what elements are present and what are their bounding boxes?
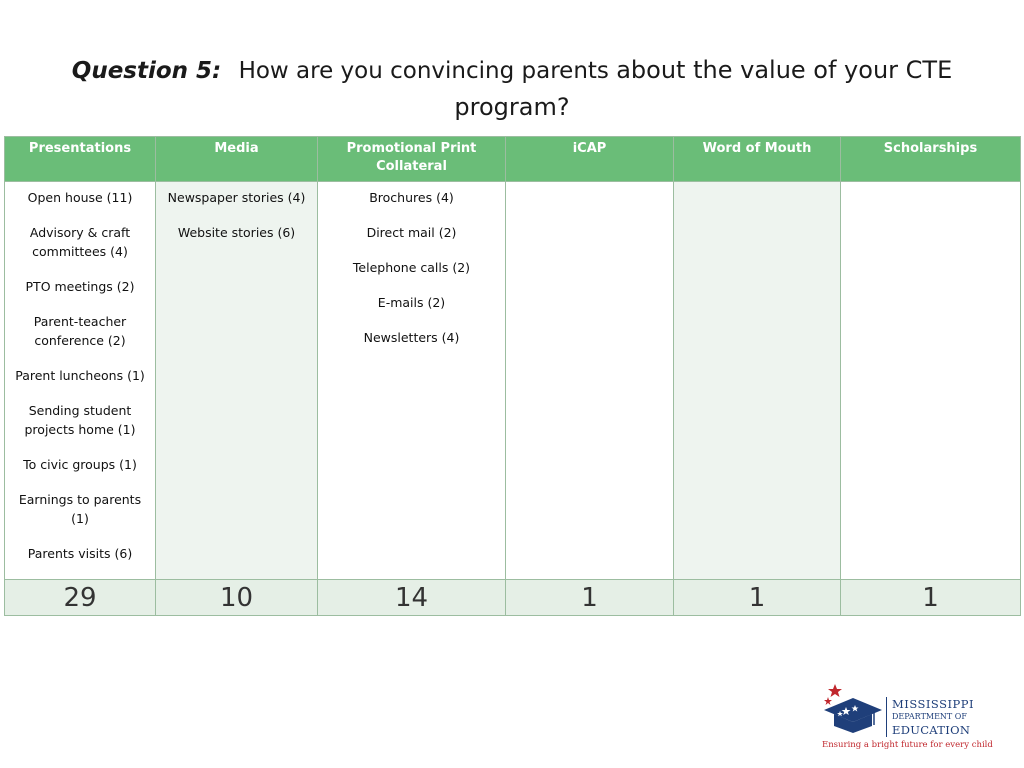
list-item: Parent-teacher conference (2) [33, 314, 127, 348]
presentations-list [5, 182, 155, 563]
column-header: Promotional Print Collateral [318, 137, 506, 182]
mde-logo [822, 683, 993, 755]
question-text-continued: about the value of your CTE program? [454, 56, 953, 121]
slide-title [40, 52, 984, 126]
list-item: E-mails (2) [377, 295, 446, 310]
column-header: Presentations [5, 137, 156, 182]
list-item: PTO meetings (2) [25, 279, 135, 294]
list-item: Telephone calls (2) [352, 260, 471, 275]
list-item: Parent luncheons (1) [15, 368, 145, 383]
table-header-row [5, 137, 1021, 182]
print-collateral-cell [318, 182, 506, 580]
list-item: Sending student projects home (1) [24, 403, 136, 437]
icap-cell [506, 182, 674, 580]
column-header: iCAP [506, 137, 674, 182]
question-label: Question 5: [71, 58, 222, 84]
list-item: Open house (11) [27, 190, 133, 205]
media-cell [156, 182, 318, 580]
list-item: Website stories (6) [177, 225, 296, 240]
list-item: Parents visits (6) [27, 546, 133, 561]
logo-line-education: EDUCATION [892, 723, 971, 737]
total-cell: 1 [506, 580, 674, 616]
word-of-mouth-cell [674, 182, 841, 580]
presentations-cell [5, 182, 156, 580]
totals-row [5, 580, 1021, 616]
list-item: Newsletters (4) [363, 330, 460, 345]
logo-line-department: DEPARTMENT OF [892, 712, 967, 721]
total-cell: 14 [318, 580, 506, 616]
total-cell: 10 [156, 580, 318, 616]
column-header: Media [156, 137, 318, 182]
list-item: Newspaper stories (4) [167, 190, 306, 205]
scholarships-cell [841, 182, 1021, 580]
media-list [156, 182, 317, 242]
responses-table [4, 136, 1021, 616]
list-item: Brochures (4) [369, 190, 454, 205]
column-header: Word of Mouth [674, 137, 841, 182]
logo-tagline: Ensuring a bright future for every child [822, 740, 993, 750]
column-header: Scholarships [841, 137, 1021, 182]
list-item: To civic groups (1) [23, 457, 137, 472]
table-body-row [5, 182, 1021, 580]
total-cell: 1 [841, 580, 1021, 616]
list-item: Direct mail (2) [366, 225, 457, 240]
question-text: How are you convincing parents [238, 58, 609, 84]
total-cell: 1 [674, 580, 841, 616]
list-item: Earnings to parents (1) [18, 492, 142, 526]
total-cell: 29 [5, 580, 156, 616]
print-collateral-list [318, 182, 505, 347]
list-item: Advisory & craft committees (4) [29, 225, 131, 259]
graduation-cap-icon [822, 683, 884, 739]
logo-line-mississippi: MISSISSIPPI [892, 697, 975, 711]
logo-divider [886, 697, 887, 737]
